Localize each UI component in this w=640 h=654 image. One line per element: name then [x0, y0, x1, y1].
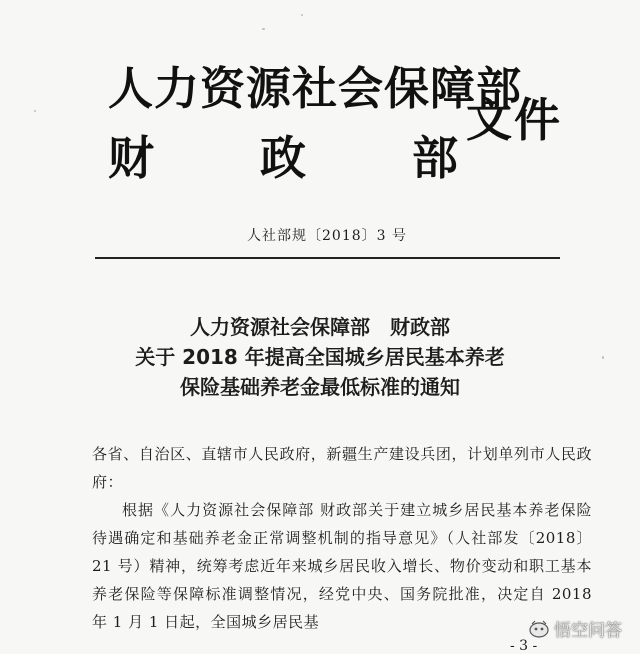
issuer-char-2: 政 — [260, 131, 306, 185]
scan-speck — [262, 28, 265, 30]
header-divider — [95, 257, 560, 259]
document-type-label: 文件 — [466, 93, 562, 147]
page-number: - 3 - — [510, 638, 538, 654]
document-body — [92, 440, 592, 636]
issuer-line1: 人力资源社会保障部 — [108, 62, 523, 115]
title-line-2: 关于 2018 年提高全国城乡居民基本养老 — [135, 345, 505, 369]
title-line-1: 人力资源社会保障部 财政部 — [190, 315, 450, 339]
body-paragraph-1: 根据《人力资源社会保障部 财政部关于建立城乡居民基本养老保险待遇确定和基础养老金正常调整机制的指导意见》（人社部发〔2018〕21 号）精神，统筹考虑近年来城乡居民收入增长、物价变动和职工基本养老保险等保障标准调整情况，经党中央、国务院批准，决定自 2018 年 1 月 1 日起，全国城乡居民基 — [92, 501, 592, 631]
addressee-paragraph: 各省、自治区、直辖市人民政府，新疆生产建设兵团，计划单列市人民政府： — [92, 445, 592, 491]
issuer-line2 — [108, 122, 458, 188]
issuer-char-3: 部 — [412, 131, 458, 185]
scan-speck — [34, 110, 36, 112]
scan-speck — [301, 14, 303, 16]
document-title — [0, 312, 640, 402]
watermark — [528, 616, 622, 641]
issuer-char-1: 财 — [108, 131, 154, 185]
scan-speck — [602, 356, 604, 359]
scan-speck — [580, 505, 582, 507]
document-number: 人社部规〔2018〕3 号 — [247, 228, 407, 244]
title-line-3: 保险基础养老金最低标准的通知 — [180, 375, 460, 399]
watermark-text: 悟空问答 — [554, 621, 622, 641]
wukong-logo-icon — [528, 620, 550, 638]
